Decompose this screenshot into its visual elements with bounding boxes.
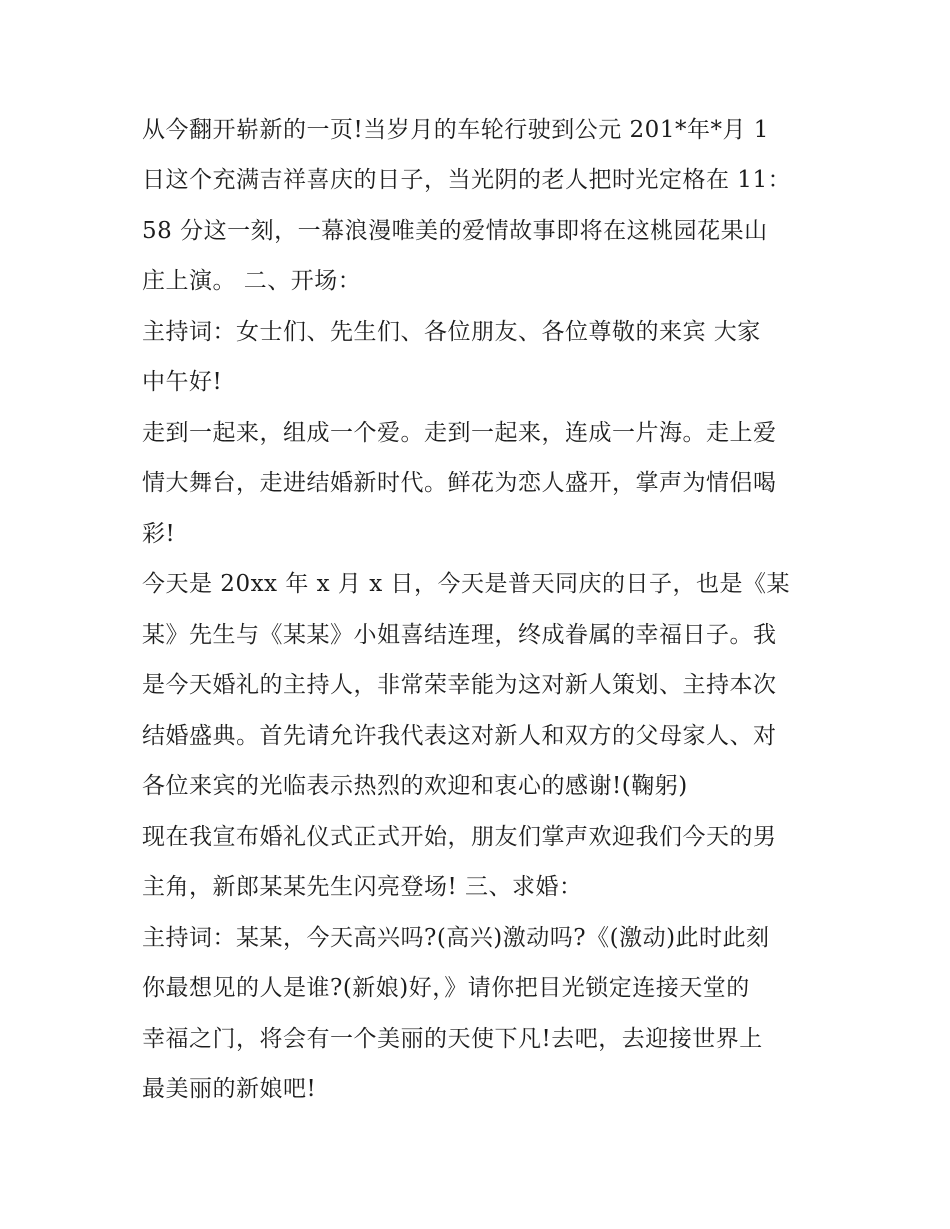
text-line: 58 分这一刻，一幕浪漫唯美的爱情故事即将在这桃园花果山 (142, 218, 768, 244)
section-heading-line: 主角，新郎某某先生闪亮登场! 三、求婚： (142, 874, 583, 900)
text-line: 是今天婚礼的主持人，非常荣幸能为这对新人策划、主持本次 (142, 672, 777, 698)
text-line: 某》先生与《某某》小姐喜结连理，终成眷属的幸福日子。我 (142, 622, 777, 648)
text-line: 你最想见的人是谁?(新娘)好，》请你把目光锁定连接天堂的 (142, 975, 750, 1001)
text-line: 情大舞台，走进结婚新时代。鲜花为恋人盛开，掌声为情侣喝 (142, 470, 777, 496)
section-heading-line: 庄上演。 二、开场： (142, 268, 362, 294)
text-line: 结婚盛典。首先请允许我代表这对新人和双方的父母家人、对 (142, 723, 777, 749)
text-line: 日这个充满吉祥喜庆的日子，当光阴的老人把时光定格在 11： (142, 167, 792, 193)
text-line: 各位来宾的光临表示热烈的欢迎和衷心的感谢!(鞠躬) (142, 773, 688, 799)
text-line: 从今翻开崭新的一页!当岁月的车轮行驶到公元 201*年*月 1 (142, 117, 769, 143)
text-line: 最美丽的新娘吧! (142, 1076, 317, 1102)
text-line: 中午好! (142, 369, 223, 395)
text-line: 今天是 20xx 年 x 月 x 日，今天是普天同庆的日子，也是《某 (142, 571, 791, 597)
text-line: 走到一起来，组成一个爱。走到一起来，连成一片海。走上爱 (142, 420, 777, 446)
text-line: 幸福之门，将会有一个美丽的天使下凡!去吧，去迎接世界上 (142, 1026, 763, 1052)
text-line: 主持词：某某，今天高兴吗?(高兴)激动吗?《(激动)此时此刻 (142, 925, 770, 951)
text-line: 彩! (142, 521, 176, 547)
text-line: 现在我宣布婚礼仪式正式开始，朋友们掌声欢迎我们今天的男 (142, 824, 777, 850)
text-line: 主持词：女士们、先生们、各位朋友、各位尊敬的来宾 大家 (142, 319, 761, 345)
